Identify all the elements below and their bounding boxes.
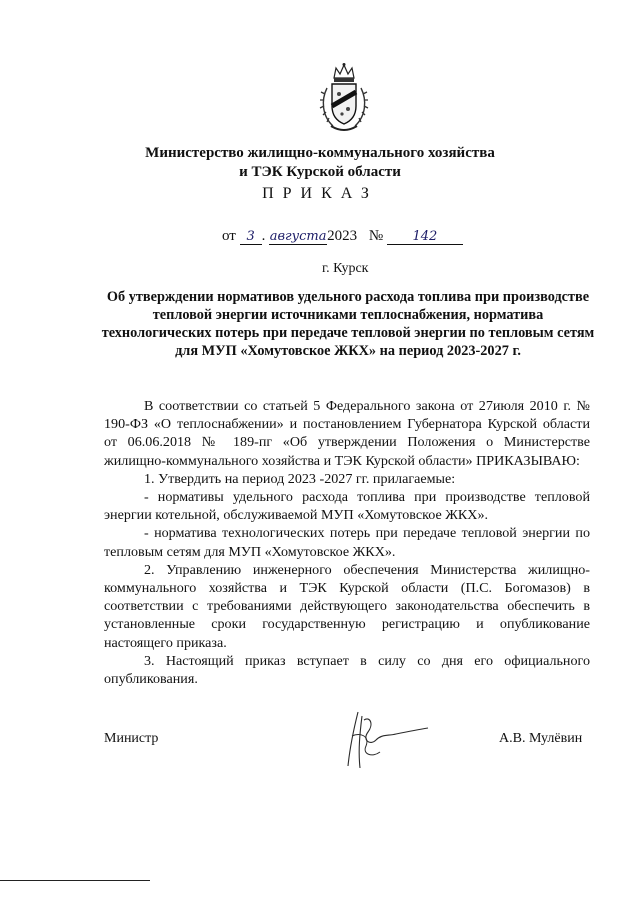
body-paragraph: 3. Настоящий приказ вступает в силу со дня его официального опубликования. — [104, 652, 590, 688]
date-dot: . — [261, 228, 266, 244]
body-paragraph: В соответствии со статьей 5 Федерального закона от 27июля 2010 г. № 190-ФЗ «О теплоснабжении» и постановлением Губернатора Курской области от 06.06.2018 № 189-пг «Об утверждении Положения о Министерстве жилищно-коммунального хозяйства и ТЭК Курской области» ПРИКАЗЫВАЮ: — [104, 398, 590, 469]
number-label: № — [368, 228, 384, 244]
order-date-number — [222, 228, 463, 245]
order-subject: Об утверждении нормативов удельного расхода топлива при производстве тепловой энергии источниками теплоснабжения, норматива технологических потерь при передаче тепловой энергии по тепловым сетям для МУП «Хомутовское ЖКХ» на период 2023-2027 г. — [101, 289, 595, 359]
from-label: от — [222, 228, 236, 244]
order-year: 2023 — [327, 228, 358, 244]
order-day: 3 — [240, 229, 262, 245]
ministry-name-line1: Министерство жилищно-коммунального хозяйства — [145, 145, 495, 161]
signer-position: Министр — [104, 731, 159, 746]
body-paragraph: 2. Управлению инженерного обеспечения Министерства жилищно-коммунального хозяйства и ТЭК Курской области (П.С. Богомазов) в соответствии с требованиями действующего законодательства обеспечить в установленные сроки государственную регистрацию и опубликование настоящего приказа. — [104, 561, 590, 651]
city: г. Курск — [322, 261, 369, 276]
body-paragraph: - нормативы удельного расхода топлива при производстве тепловой энергии котельной, обслуживаемой МУП «Хомутовское ЖКХ». — [104, 489, 590, 524]
order-body — [104, 397, 590, 688]
coat-of-arms-icon — [317, 62, 371, 134]
order-title: ПРИКАЗ — [262, 185, 378, 202]
order-month: августа — [269, 229, 327, 244]
body-paragraph: 1. Утвердить на период 2023 -2027 гг. прилагаемые: — [144, 470, 456, 487]
order-number: 142 — [387, 229, 463, 245]
signer-name: А.В. Мулёвин — [499, 731, 583, 746]
body-paragraph: - норматива технологических потерь при передаче тепловой энергии по тепловым сетям для МУП «Хомутовское ЖКХ». — [104, 525, 590, 560]
footer-rule — [0, 880, 150, 881]
handwritten-signature — [340, 706, 430, 774]
ministry-name-line2: и ТЭК Курской области — [239, 164, 401, 180]
